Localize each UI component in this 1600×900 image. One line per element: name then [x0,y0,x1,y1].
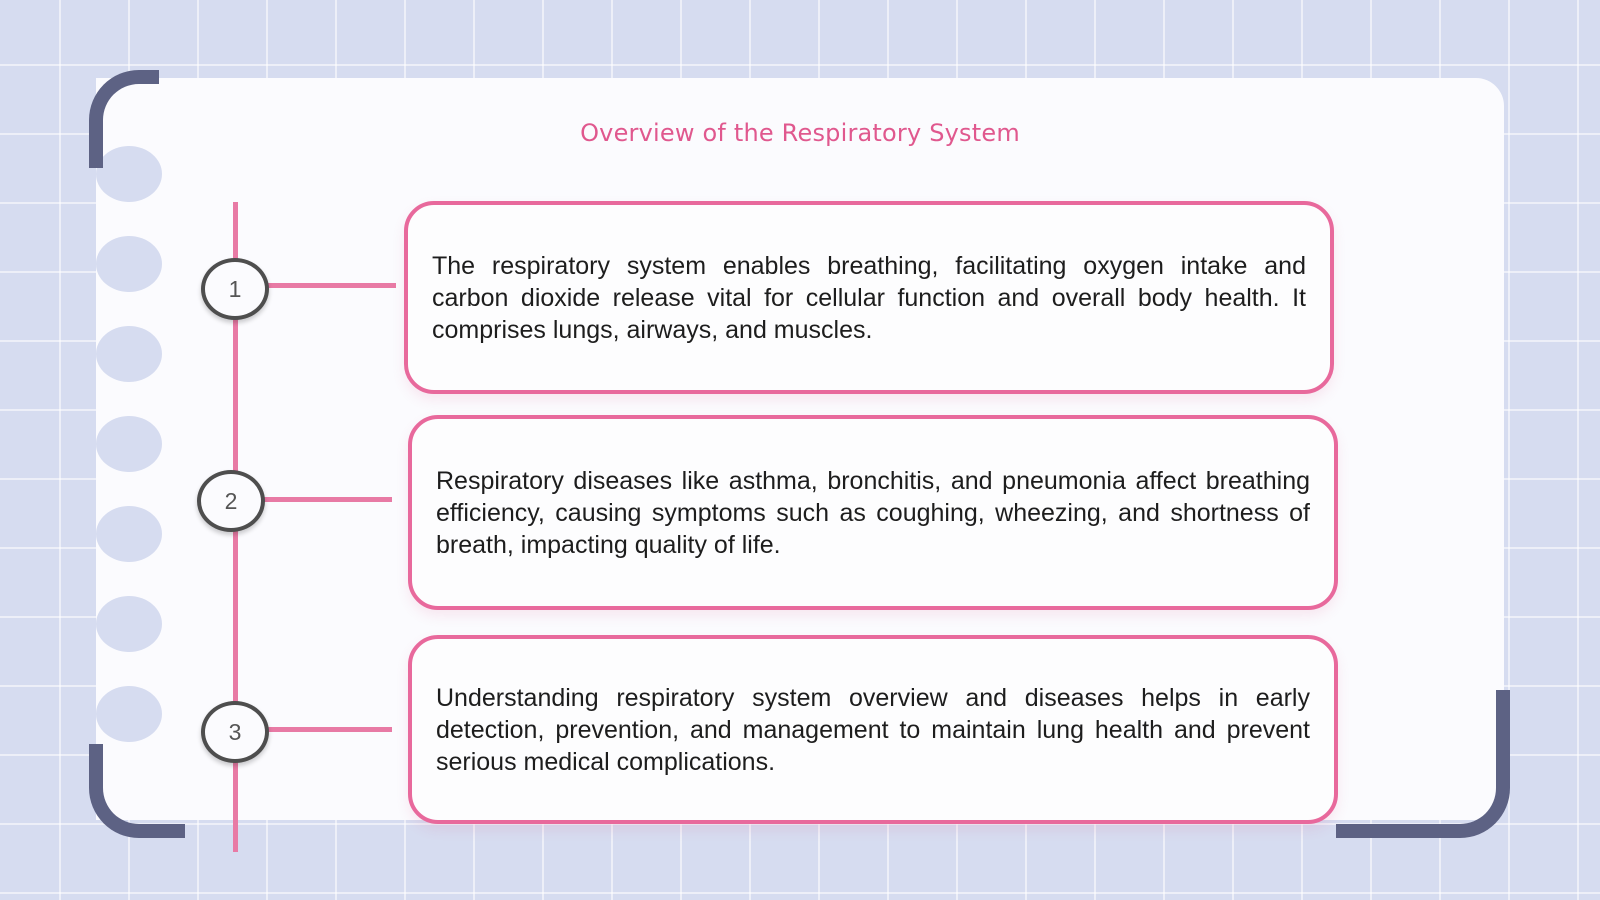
paper-scallop-notch [96,326,162,382]
step-card-text: Respiratory diseases like asthma, bronchitis, and pneumonia affect breathing efficiency, causing symptoms such as coughing, wheezing, and shortness of breath, impacting quality of life. [436,466,1310,559]
corner-bracket-bottom-right [1336,690,1510,838]
step-card [408,415,1338,610]
paper-scallop-notch [96,596,162,652]
paper-scallop-notch [96,686,162,742]
step-card [404,201,1334,394]
slide-title: Overview of the Respiratory System [580,119,1020,147]
step-number-circle: 3 [201,701,269,763]
timeline-connector [262,497,392,502]
paper-scallop-notch [96,236,162,292]
step-card-text: The respiratory system enables breathing, facilitating oxygen intake and carbon dioxide release vital for cellular function and overall body health. It comprises lungs, airways, and muscles. [432,251,1306,344]
step-card [408,635,1338,824]
step-card-text: Understanding respiratory system overview and diseases helps in early detection, prevention, and management to maintain lung health and prevent serious medical complications. [436,683,1310,776]
timeline-connector [266,727,392,732]
corner-bracket-bottom-left [89,744,185,838]
step-number-circle: 2 [197,470,265,532]
step-number-circle: 1 [201,258,269,320]
paper-scallop-notch [96,506,162,562]
timeline-connector [266,283,396,288]
paper-scallop-notch [96,416,162,472]
